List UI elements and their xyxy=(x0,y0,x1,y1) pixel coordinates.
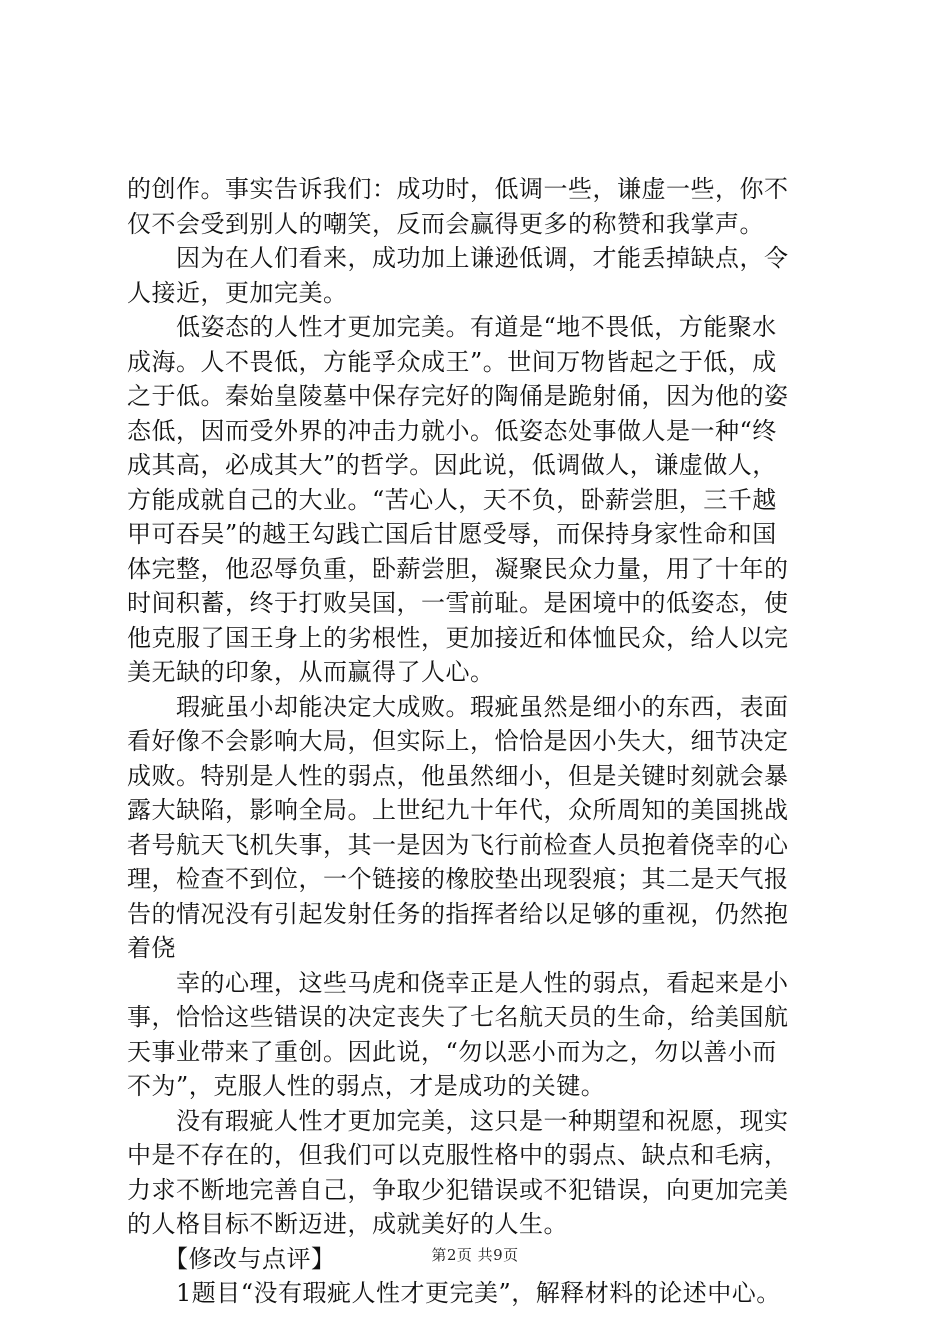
text-line: 的人格目标不断迈进，成就美好的人生。 xyxy=(127,1210,568,1238)
text-line: 者号航天飞机失事，其一是因为飞行前检查人员抱着侥幸的心 xyxy=(127,830,789,859)
text-line: 仅不会受到别人的嘲笑，反而会赢得更多的称赞和我掌声。 xyxy=(127,209,764,238)
page-footer: 第2页 共9页 xyxy=(431,1246,519,1264)
text-line: 不为”，克服人性的弱点，才是成功的关键。 xyxy=(127,1072,606,1100)
text-line: 着侥 xyxy=(127,934,176,962)
text-line: 体完整，他忍辱负重，卧薪尝胆，凝聚民众力量，用了十年的 xyxy=(127,554,789,583)
text-line: 成其高，必成其大”的哲学。因此说，低调做人，谦虚做人， xyxy=(127,451,777,479)
text-line: 1题目“没有瑕疵人性才更完美”，解释材料的论述中心。 xyxy=(127,1279,781,1307)
text-line: 告的情况没有引起发射任务的指挥者给以足够的重视，仍然抱 xyxy=(127,899,789,928)
text-line: 瑕疵虽小却能决定大成败。瑕疵虽然是细小的东西，表面 xyxy=(127,692,789,721)
text-line: 低姿态的人性才更加完美。有道是“地不畏低，方能聚水 xyxy=(127,313,777,341)
text-line: 没有瑕疵人性才更加完美，这只是一种期望和祝愿，现实 xyxy=(127,1106,789,1135)
text-line: 天事业带来了重创。因此说，“勿以恶小而为之，勿以善小而 xyxy=(127,1037,777,1066)
text-line: 幸的心理，这些马虎和侥幸正是人性的弱点，看起来是小 xyxy=(127,968,789,997)
body-text xyxy=(127,172,842,1311)
text-line: 因为在人们看来，成功加上谦逊低调，才能丢掉缺点，令 xyxy=(127,244,789,272)
text-line: 事，恰恰这些错误的决定丧失了七名航天员的生命，给美国航 xyxy=(127,1003,789,1031)
text-line: 看好像不会影响大局，但实际上，恰恰是因小失大，细节决定 xyxy=(127,727,789,755)
text-line: 成败。特别是人性的弱点，他虽然细小，但是关键时刻就会暴 xyxy=(127,761,789,790)
text-line: 态低，因而受外界的冲击力就小。低姿态处事做人是一种“终 xyxy=(127,416,777,445)
text-line: 力求不断地完善自己，争取少犯错误或不犯错误，向更加完美 xyxy=(127,1175,789,1204)
text-line: 时间积蓄，终于打败吴国，一雪前耻。是困境中的低姿态，使 xyxy=(127,589,789,617)
text-line: 美无缺的印象，从而赢得了人心。 xyxy=(127,658,495,686)
text-line: 他克服了国王身上的劣根性，更加接近和体恤民众，给人以完 xyxy=(127,623,789,652)
text-line: 露大缺陷，影响全局。上世纪九十年代，众所周知的美国挑战 xyxy=(127,796,789,824)
text-line: 【修改与点评】 xyxy=(127,1244,336,1273)
text-line: 人接近，更加完美。 xyxy=(127,278,348,307)
text-line: 甲可吞吴”的越王勾践亡国后甘愿受辱，而保持身家性命和国 xyxy=(127,520,777,548)
text-line: 之于低。秦始皇陵墓中保存完好的陶俑是跪射俑，因为他的姿 xyxy=(127,382,789,410)
text-line: 的创作。事实告诉我们：成功时，低调一些，谦虚一些，你不 xyxy=(127,175,789,203)
text-line: 成海。人不畏低，方能孚众成王”。世间万物皆起之于低，成 xyxy=(127,347,777,376)
text-line: 理，检查不到位，一个链接的橡胶垫出现裂痕；其二是天气报 xyxy=(127,865,789,893)
text-line: 中是不存在的，但我们可以克服性格中的弱点、缺点和毛病， xyxy=(127,1141,789,1169)
text-line: 方能成就自己的大业。“苦心人，天不负，卧薪尝胆，三千越 xyxy=(127,485,777,514)
